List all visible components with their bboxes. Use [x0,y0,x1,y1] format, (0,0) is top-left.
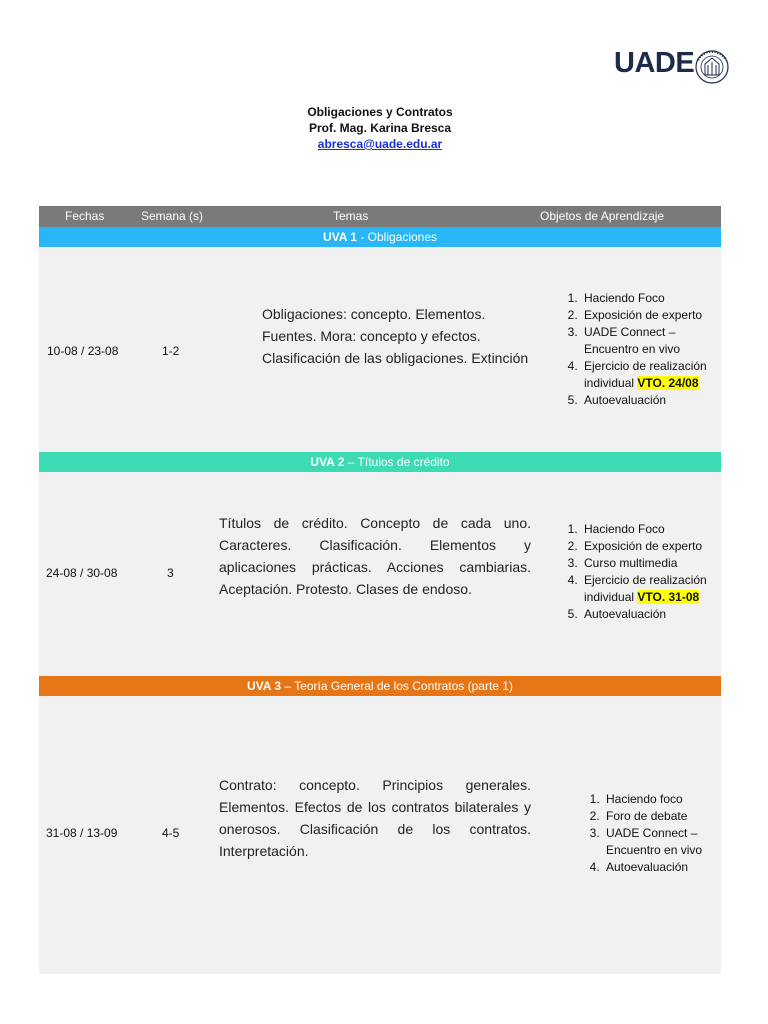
col-fechas: Fechas [65,209,105,223]
uva-2-objectives [559,521,719,623]
professor-name: Prof. Mag. Karina Bresca [308,121,452,135]
objective-item: 4. Autoevaluación [603,859,721,876]
objective-item: 3. Curso multimedia [581,555,719,572]
schedule-table [39,206,721,974]
objective-item: 5. Autoevaluación [581,606,719,623]
logo-wordmark: UADE [614,47,695,79]
deadline-badge: VTO. 24/08 [637,376,699,390]
objective-item: 5. Autoevaluación [581,392,719,409]
uva-1-title: - Obligaciones [356,230,438,244]
course-header [0,104,760,152]
objective-item: 2. Exposición de experto [581,538,719,555]
uva-2-label: UVA 2 [310,455,345,469]
objective-item: 2. Foro de debate [603,808,721,825]
uva-2-dates: 24-08 / 30-08 [46,566,118,580]
objective-item: 3. UADE Connect – Encuentro en vivo [581,324,719,358]
uva-2-topics: Títulos de crédito. Concepto de cada uno. Caracteres. Clasificación. Elementos y aplicaciones prácticas. Acciones cambiarias. Aceptación. Protesto. Clases de endoso. [219,515,531,597]
uade-logo [614,44,734,90]
course-title: Obligaciones y Contratos [307,105,453,119]
col-semana: Semana (s) [141,209,204,223]
col-objetos: Objetos de Aprendizaje [540,209,665,223]
uva-1-label: UVA 1 [322,230,357,244]
professor-email-link[interactable]: abresca@uade.edu.ar [317,137,443,151]
table-header-row [39,206,721,227]
uva-2-banner [39,452,721,472]
col-temas: Temas [333,209,369,223]
objective-item: 1. Haciendo Foco [581,521,719,538]
uva-2-weeks: 3 [167,566,174,580]
uva-2-row [39,472,721,676]
uva-3-objectives [581,791,721,876]
uva-1-banner [39,227,721,247]
objective-item: 1. Haciendo foco [603,791,721,808]
uva-2-title: – Títulos de crédito [344,455,450,469]
uva-3-title: – Teoría General de los Contratos (parte 1) [281,679,513,693]
uva-3-dates: 31-08 / 13-09 [46,826,118,840]
uva-3-weeks: 4-5 [162,826,180,840]
seal-icon [692,46,732,86]
uva-3-label: UVA 3 [247,679,282,693]
objective-item: 3. UADE Connect – Encuentro en vivo [603,825,721,859]
uva-1-dates: 10-08 / 23-08 [47,344,119,358]
deadline-badge: VTO. 31-08 [637,590,700,604]
uva-1-weeks: 1-2 [162,344,180,358]
uva-1-topics: Obligaciones: concepto. Elementos. Fuentes. Mora: concepto y efectos. Clasificación de las obligaciones. Extinción [262,306,529,366]
objective-item: 2. Exposición de experto [581,307,719,324]
objective-item: 4. Ejercicio de realización individual VTO. 31-08 [581,572,719,606]
objective-item: 4. Ejercicio de realización individual VTO. 24/08 [581,358,719,392]
uva-1-row [39,247,721,452]
uva-3-banner [39,676,721,696]
uva-3-topics: Contrato: concepto. Principios generales. Elementos. Efectos de los contratos bilaterales y onerosos. Clasificación de los contratos. Interpretación. [219,777,531,859]
objective-item: 1. Haciendo Foco [581,290,719,307]
uva-1-objectives [559,290,719,409]
uva-3-row [39,696,721,974]
